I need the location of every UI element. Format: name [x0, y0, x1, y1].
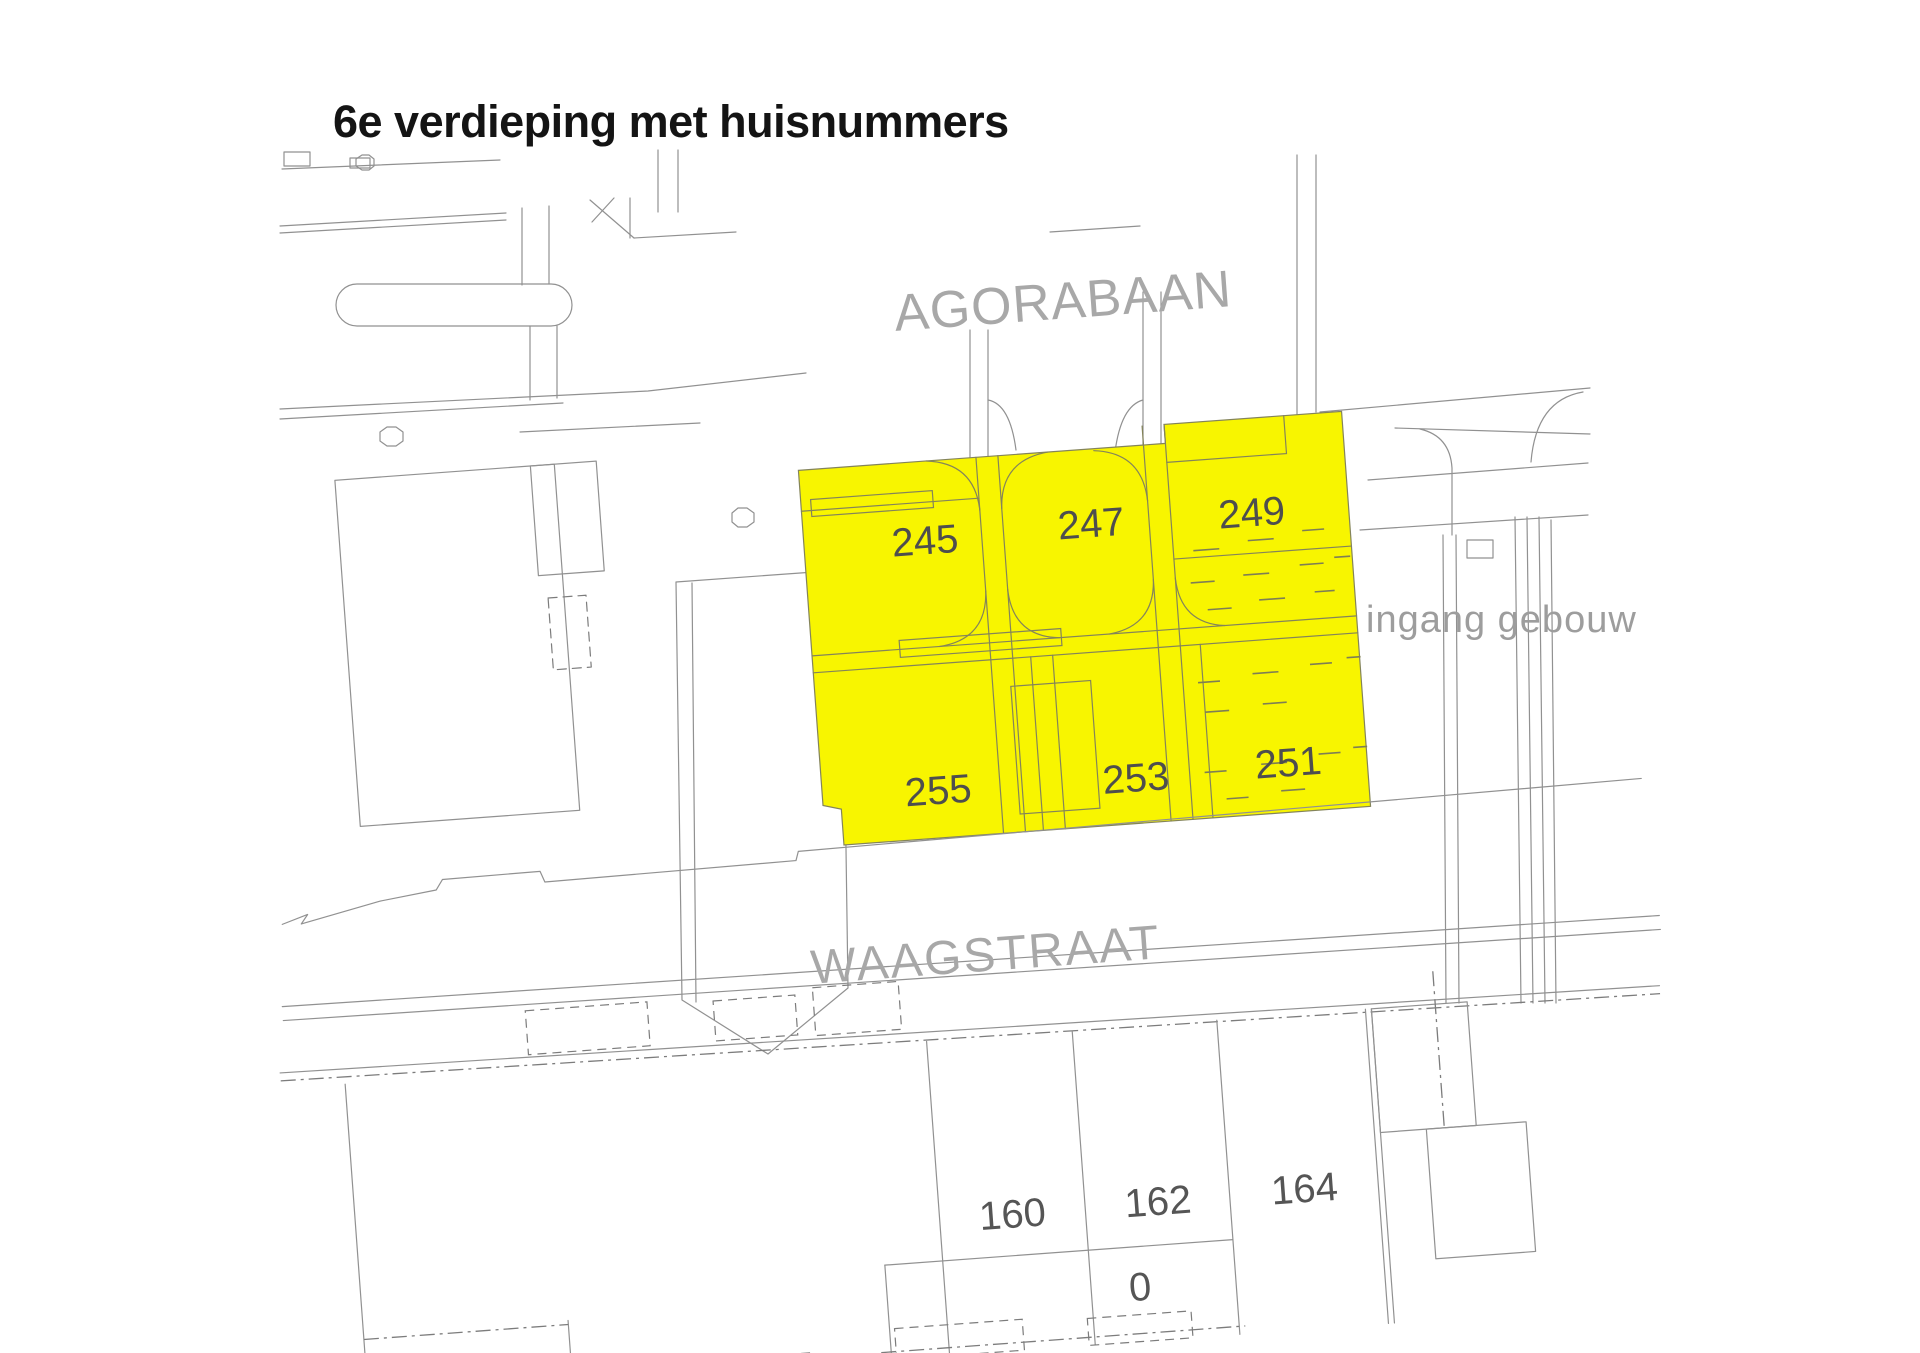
unit-247-label: 247	[1056, 499, 1127, 549]
south-buildings-linework	[345, 998, 1540, 1353]
west-large-building	[335, 461, 622, 826]
unit-253-label: 253	[1100, 754, 1171, 803]
street-name-waagstraat: WAAGSTRAAT	[808, 916, 1163, 995]
south-buildings-dashed-details	[343, 971, 1459, 1353]
building-0-label: 0	[1127, 1264, 1153, 1311]
unit-249-label: 249	[1216, 488, 1287, 538]
unit-255-label: 255	[903, 766, 974, 816]
page-title: 6e verdieping met huisnummers	[333, 96, 1009, 147]
building-number-labels	[977, 1165, 1345, 1321]
agorabaan-street-linework	[280, 150, 806, 527]
building-162-label: 162	[1123, 1177, 1193, 1227]
unit-251-label: 251	[1253, 738, 1324, 788]
unit-245-label: 245	[890, 516, 960, 566]
street-name-agorabaan: AGORABAAN	[892, 260, 1234, 343]
entrance-annotation: ingang gebouw	[1366, 599, 1637, 641]
building-face-dashed-line	[281, 980, 1660, 1095]
building-164-label: 164	[1269, 1164, 1340, 1214]
building-160-label: 160	[977, 1190, 1048, 1240]
